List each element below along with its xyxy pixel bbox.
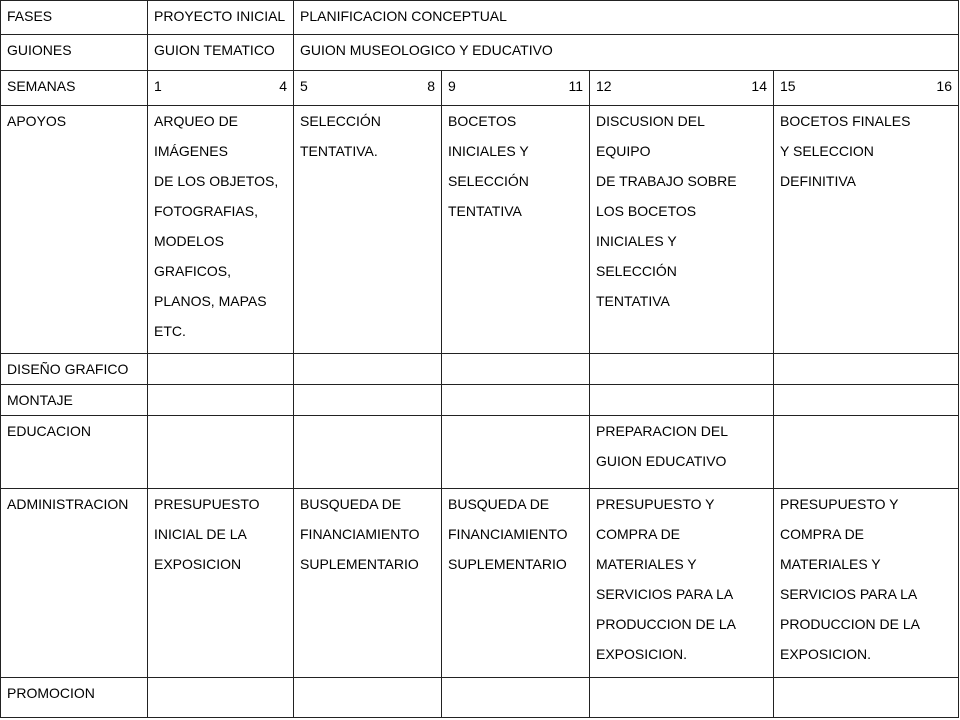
apoyos-col-4 [590,106,774,354]
cell-line: MODELOS [154,233,225,249]
cell-line: PRESUPUESTO Y [596,496,715,512]
cell-line: Y SELECCION [780,143,874,159]
cell-line: COMPRA DE [780,526,865,542]
week-start: 1 [154,78,162,94]
empty-cell [590,678,774,718]
cell-line: MATERIALES Y [596,556,697,572]
administracion-col-2 [294,489,442,678]
administracion-col-5 [774,489,959,678]
cell-line: SELECCIÓN [448,173,529,189]
apoyos-col-3 [442,106,590,354]
cell-line: INICIALES Y [596,233,677,249]
semanas-col-5 [774,71,959,106]
cell-line: TENTATIVA [448,203,522,219]
week-start: 5 [300,78,308,94]
label-educacion: EDUCACION [1,416,148,489]
week-start: 12 [596,78,612,94]
empty-cell [294,678,442,718]
apoyos-col-1 [148,106,294,354]
cell-line: ETC. [154,323,186,339]
week-end: 11 [568,78,583,94]
cell-line: ARQUEO DE [154,113,239,129]
cell-line: SUPLEMENTARIO [448,556,567,572]
cell-line: EQUIPO [596,143,651,159]
cell-line: INICIAL DE LA [154,526,247,542]
cell-line: DEFINITIVA [780,173,856,189]
cell-line: TENTATIVA. [300,143,378,159]
fase-proyecto-inicial: PROYECTO INICIAL [148,1,294,35]
cell-line: DE LOS OBJETOS, [154,173,279,189]
empty-cell [148,678,294,718]
cell-line: SELECCIÓN [596,263,677,279]
label-apoyos: APOYOS [1,106,148,354]
empty-cell [442,416,590,489]
empty-cell [148,385,294,416]
cell-line: BUSQUEDA DE [300,496,402,512]
administracion-col-3 [442,489,590,678]
empty-cell [774,385,959,416]
cell-line: GUION EDUCATIVO [596,453,727,469]
label-promocion: PROMOCION [1,678,148,718]
week-start: 15 [780,78,796,94]
label-administracion: ADMINISTRACION [1,489,148,678]
row-apoyos [1,106,959,354]
cell-line: SELECCIÓN [300,113,381,129]
label-diseno-grafico: DISEÑO GRAFICO [1,354,148,385]
row-administracion [1,489,959,678]
empty-cell [774,678,959,718]
cell-line: FINANCIAMIENTO [448,526,568,542]
cell-line: SERVICIOS PARA LA [780,586,918,602]
cell-line: PLANOS, MAPAS [154,293,267,309]
cell-line: BOCETOS [448,113,517,129]
week-end: 4 [279,78,287,94]
cell-line: PRESUPUESTO [154,496,260,512]
cell-line: PRODUCCION DE LA [596,616,737,632]
week-end: 16 [936,78,952,94]
empty-cell [442,678,590,718]
cell-line: PREPARACION DEL [596,423,728,439]
cell-line: MATERIALES Y [780,556,881,572]
week-end: 14 [751,78,767,94]
empty-cell [774,416,959,489]
cell-line: EXPOSICION. [780,646,872,662]
row-diseno [1,354,959,385]
cell-line: INICIALES Y [448,143,529,159]
label-fases: FASES [1,1,148,35]
label-guiones: GUIONES [1,35,148,71]
apoyos-col-2 [294,106,442,354]
guion-tematico: GUION TEMATICO [148,35,294,71]
empty-cell [294,385,442,416]
empty-cell [774,354,959,385]
cell-line: EXPOSICION. [596,646,688,662]
cell-line: PRESUPUESTO Y [780,496,899,512]
apoyos-col-5 [774,106,959,354]
label-montaje: MONTAJE [1,385,148,416]
empty-cell [148,354,294,385]
cell-line: EXPOSICION [154,556,242,572]
administracion-col-4 [590,489,774,678]
cell-line: LOS BOCETOS [596,203,697,219]
cell-line: TENTATIVA [596,293,670,309]
cell-line: COMPRA DE [596,526,681,542]
empty-cell [590,354,774,385]
empty-cell [294,354,442,385]
row-semanas [1,71,959,106]
cell-line: SERVICIOS PARA LA [596,586,734,602]
semanas-col-1 [148,71,294,106]
cell-line: IMÁGENES [154,143,228,159]
cell-line: DISCUSION DEL [596,113,705,129]
empty-cell [590,385,774,416]
cell-line: FINANCIAMIENTO [300,526,420,542]
empty-cell [294,416,442,489]
empty-cell [442,385,590,416]
week-end: 8 [427,78,435,94]
cell-line: FOTOGRAFIAS, [154,203,258,219]
row-guiones [1,35,959,71]
fase-planificacion: PLANIFICACION CONCEPTUAL [294,1,959,35]
row-promocion [1,678,959,718]
empty-cell [148,416,294,489]
row-educacion [1,416,959,489]
cell-line: BOCETOS FINALES [780,113,911,129]
row-fases [1,1,959,35]
cell-line: PRODUCCION DE LA [780,616,921,632]
label-semanas: SEMANAS [1,71,148,106]
educacion-col-4 [590,416,774,489]
cell-line: SUPLEMENTARIO [300,556,419,572]
row-montaje [1,385,959,416]
semanas-col-2 [294,71,442,106]
week-start: 9 [448,78,456,94]
cell-line: GRAFICOS, [154,263,232,279]
semanas-col-3 [442,71,590,106]
guion-museologico: GUION MUSEOLOGICO Y EDUCATIVO [294,35,959,71]
empty-cell [442,354,590,385]
cell-line: DE TRABAJO SOBRE [596,173,737,189]
administracion-col-1 [148,489,294,678]
semanas-col-4 [590,71,774,106]
cell-line: BUSQUEDA DE [448,496,550,512]
